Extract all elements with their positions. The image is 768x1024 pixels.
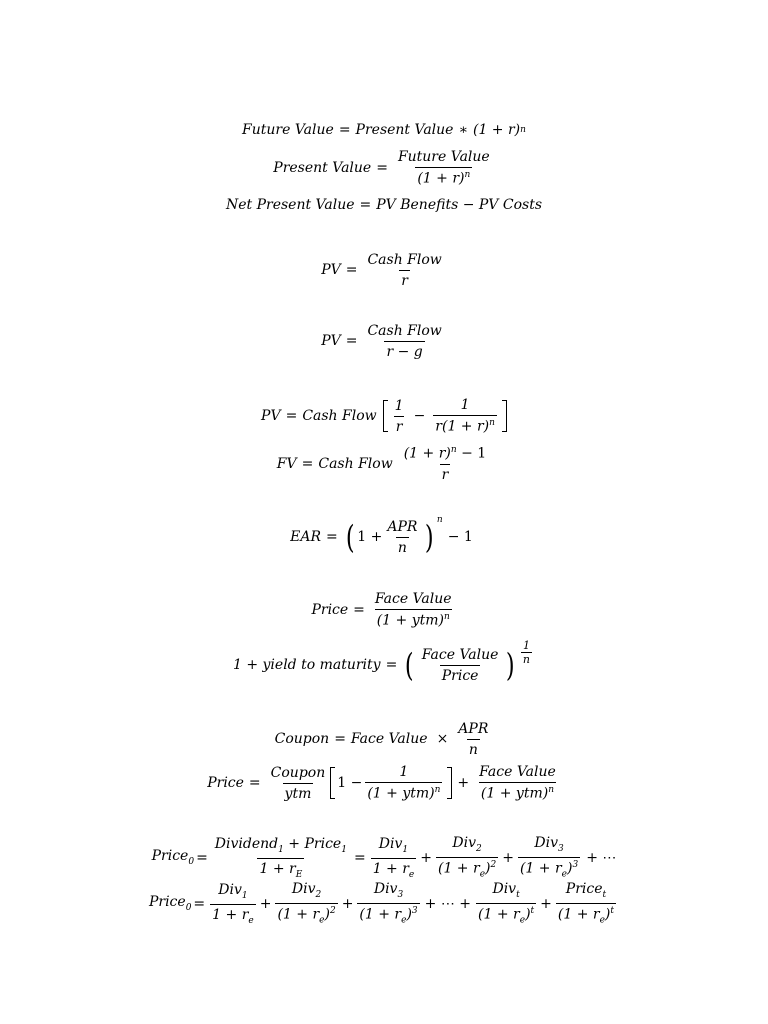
ear-exp: n	[436, 515, 443, 525]
right-bracket	[502, 400, 507, 432]
ear-tail: − 1	[447, 529, 473, 545]
equation-coupon: Coupon = Face Value × $\frac{\text{APR}}{n}$	[274, 720, 489, 758]
ear-fraction: $\frac{\text{APR}}{n}$	[387, 518, 418, 556]
zc-lhs: Price	[311, 602, 349, 618]
equation-ear: EAR = ( 1 + $\frac{\text{APR}}{n}$ ) $^n$ − 1	[290, 515, 473, 556]
d1-frac-d: $\frac{Div_3}{(1 + r_e)^3}$	[519, 835, 579, 880]
bond-one: 1 −	[337, 775, 363, 791]
npv-lhs: Net Present Value	[225, 197, 355, 213]
ear-lhs: EAR	[290, 529, 322, 545]
d1-frac-c: $\frac{Div_2}{(1 + r_e)^2}$	[437, 835, 497, 880]
pv-den: $(1 + r)^n$	[415, 167, 472, 186]
equation-growing-perpetuity: PV = $\frac{\text{Cash Flow}}{r - g}$	[321, 322, 442, 360]
d1-lhs: Price$_0$	[151, 848, 195, 867]
perp-lhs: PV	[321, 262, 341, 278]
d2-frac-f: $\frac{Price_t}{(1 + r_e)^t}$	[557, 881, 615, 926]
fva-cf: Cash Flow	[318, 456, 393, 472]
equation-perpetuity: PV = $\frac{\text{Cash Flow}}{r}$	[321, 251, 442, 289]
ytm-lhs: 1 + yield to maturity	[232, 657, 381, 673]
bond-f2: $\frac{1}{(1 + ytm)^n}$	[367, 764, 441, 802]
cpn-lhs: Coupon	[274, 731, 330, 747]
equation-yield-to-maturity: 1 + yield to maturity = ( $\frac{\text{Face Value}}{\text{Price}}$ ) $\frac{1}{n}$	[232, 639, 530, 684]
perp-den: r	[399, 270, 410, 288]
ytm-exp-fraction: $\frac{1}{n}$	[522, 639, 530, 666]
fv-exp: n	[520, 124, 526, 135]
equation-future-value: Future Value = Present Value ∗ (1 + r) n	[242, 122, 526, 138]
gperp-fraction	[365, 324, 443, 359]
fva-lhs: FV	[276, 456, 297, 472]
d1-frac-b: $\frac{Div_1}{1 + r_e}$	[372, 835, 415, 880]
fv-rhs-a: Present Value	[355, 122, 454, 138]
gperp-den: r − g	[384, 341, 424, 359]
equation-net-present-value: Net Present Value = PV Benefits − PV Costs	[225, 197, 543, 213]
ann-f1: $\frac{1}{r}$	[394, 397, 404, 435]
ear-one: 1 +	[357, 529, 383, 545]
equation-coupon-bond-price: Price = $\frac{\text{Coupon}}{\text{ytm}}$ 1 − $\frac{1}{(1 + ytm)^n}$ + $\frac{\text{Face Value}}{(1 + ytm)^n}$	[207, 764, 556, 802]
d2-lhs: Price$_0$	[148, 894, 192, 913]
fva-fraction: $\frac{(1 + r)^n - 1}{r}$	[403, 445, 487, 483]
bond-lhs: Price	[207, 775, 244, 791]
equation-annuity-fv: FV = Cash Flow $\frac{(1 + r)^n - 1}{r}$	[276, 445, 487, 483]
pv-lhs: Present Value	[273, 160, 372, 176]
gperp-lhs: PV	[321, 333, 341, 349]
cpn-fraction: $\frac{\text{APR}}{n}$	[458, 720, 489, 758]
fv-lhs: Future Value	[242, 122, 334, 138]
ann-f2: $\frac{1}{r(1 + r)^n}$	[435, 397, 495, 435]
perp-num: Cash Flow	[367, 251, 442, 268]
ann-cf: Cash Flow	[302, 408, 377, 424]
fv-rhs-b: (1 + r)	[472, 122, 521, 138]
d1-frac-a: $\frac{Dividend_1 + Price_1}{1 + r_E}$	[214, 835, 347, 880]
ear-open-paren: (	[345, 518, 355, 556]
perp-fraction	[365, 253, 443, 288]
equation-dividend-discount-t: Price$_0$ = $\frac{Div_1}{1 + r_e}$ + $\frac{Div_2}{(1 + r_e)^2}$ + $\frac{Div_3}{(1 + r_e)^3}$ + ⋯ + $\frac{Div_t}{(1 + r_e)^t}$ + $\frac{Price_t}{(1 + r_e)^t}$	[148, 881, 615, 926]
equation-zero-coupon-price: Price = $\frac{\text{Face Value}}{(1 + ytm)^n}$	[311, 591, 452, 629]
ear-close-paren: )	[425, 518, 435, 556]
bond-f1: $\frac{\text{Coupon}}{\text{ytm}}$	[270, 764, 326, 802]
gperp-num: Cash Flow	[367, 322, 442, 339]
d2-frac-e: $\frac{Div_t}{(1 + r_e)^t}$	[478, 881, 535, 926]
d1-tail: + ⋯	[586, 850, 617, 866]
equation-present-value: Present Value = $\frac{\text{Future Value}}{(1 + r)^n}$	[273, 149, 490, 187]
d2-frac-d: $\frac{Div_3}{(1 + r_e)^3}$	[359, 881, 418, 926]
npv-rhs: PV Benefits − PV Costs	[376, 197, 543, 213]
zc-fraction: $\frac{\text{Face Value}}{(1 + ytm)^n}$	[374, 591, 452, 629]
pv-num: Future Value	[397, 149, 490, 166]
bond-f3: $\frac{\text{Face Value}}{(1 + ytm)^n}$	[479, 764, 556, 802]
equation-annuity-pv: PV = Cash Flow $\frac{1}{r}$ − $\frac{1}{r(1 + r)^n}$	[0, 396, 768, 436]
pv-fraction	[396, 150, 492, 186]
equation-dividend-discount-1: Price$_0$ = $\frac{Dividend_1 + Price_1}{1 + r_E}$ = $\frac{Div_1}{1 + r_e}$ + $\frac{Div_2}{(1 + r_e)^2}$ + $\frac{Div_3}{(1 + r_e)^3}$ + ⋯	[151, 835, 617, 880]
d2-frac-b: $\frac{Div_1}{1 + r_e}$	[212, 881, 254, 926]
d2-dots: + ⋯ +	[424, 896, 472, 912]
d2-frac-c: $\frac{Div_2}{(1 + r_e)^2}$	[277, 881, 336, 926]
cpn-rhs: Face Value	[350, 731, 428, 747]
left-bracket	[383, 400, 388, 432]
ytm-fraction: $\frac{\text{Face Value}}{\text{Price}}$	[421, 646, 499, 684]
ann-lhs: PV	[261, 408, 281, 424]
